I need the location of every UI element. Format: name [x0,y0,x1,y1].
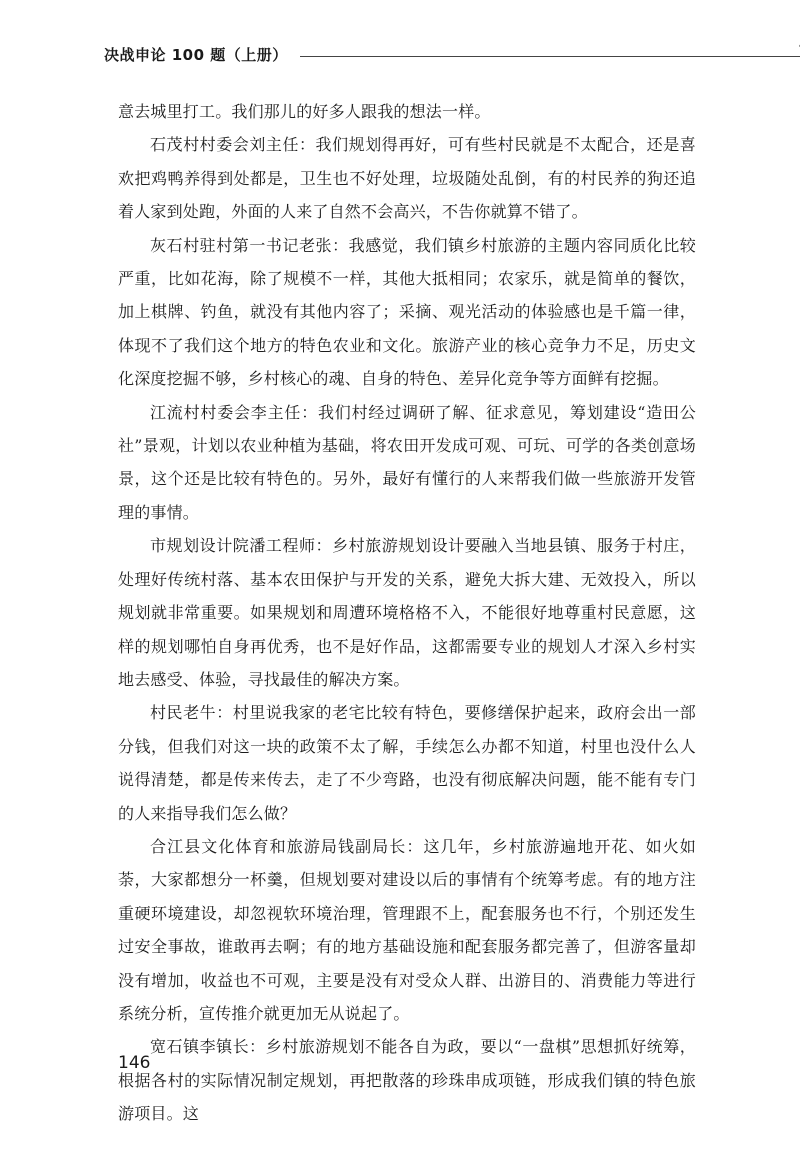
running-header [104,44,724,70]
body-text [118,95,696,1131]
header-rule [300,56,800,57]
paragraph-1: 意去城里打工。我们那儿的好多人跟我的想法一样。 [118,102,491,121]
paragraph-5: 市规划设计院潘工程师：乡村旅游规划设计要融入当地县镇、服务于村庄，处理好传统村落、基本农田保护与开发的关系，避免大拆大建、无效投入，所以规划就非常重要。如果规划和周遭环境格格不入，不能很好地尊重村民意愿，这样的规划哪怕自身再优秀，也不是好作品，这都需要专业的规划人才深入乡村实地去感受、体验，寻找最佳的解决方案。 [118,536,696,689]
paragraph-8: 宽石镇李镇长：乡村旅游规划不能各自为政，要以“一盘棋”思想抓好统筹，根据各村的实际情况制定规划，再把散落的珍珠串成项链，形成我们镇的特色旅游项目。这 [118,1037,696,1124]
paragraph-4: 江流村村委会李主任：我们村经过调研了解、征求意见，筹划建设“造田公社”景观，计划以农业种植为基础，将农田开发成可观、可玩、可学的各类创意场景，这个还是比较有特色的。另外，最好有懂行的人来帮我们做一些旅游开发管理的事情。 [118,402,696,522]
page-number: 146 [118,1053,151,1073]
paragraph-3: 灰石村驻村第一书记老张：我感觉，我们镇乡村旅游的主题内容同质化比较严重，比如花海，除了规模不一样，其他大抵相同；农家乐，就是简单的餐饮，加上棋牌、钓鱼，就没有其他内容了；采摘、观光活动的体验感也是千篇一律，体现不了我们这个地方的特色农业和文化。旅游产业的核心竞争力不足，历史文化深度挖掘不够，乡村核心的魂、自身的特色、差异化竞争等方面鲜有挖掘。 [118,235,696,389]
paragraph-6: 村民老牛：村里说我家的老宅比较有特色，要修缮保护起来，政府会出一部分钱，但我们对这一块的政策不太了解，手续怎么办都不知道，村里也没什么人说得清楚，都是传来传去，走了不少弯路，也没有彻底解决问题，能不能有专门的人来指导我们怎么做？ [118,703,696,823]
paragraph-7: 合江县文化体育和旅游局钱副局长：这几年，乡村旅游遍地开花、如火如荼，大家都想分一杯羹，但规划要对建设以后的事情有个统筹考虑。有的地方注重硬环境建设，却忽视软环境治理，管理跟不上，配套服务也不行，个别还发生过安全事故，谁敢再去啊；有的地方基础设施和配套服务都完善了，但游客量却没有增加，收益也不可观，主要是没有对受众人群、出游目的、消费能力等进行系统分析，宣传推介就更加无从说起了。 [118,836,696,1023]
running-header-title: 决战申论 100 题（上册） [104,46,288,64]
paragraph-2: 石茂村村委会刘主任：我们规划得再好，可有些村民就是不太配合，还是喜欢把鸡鸭养得到处都是，卫生也不好处理，垃圾随处乱倒，有的村民养的狗还追着人家到处跑，外面的人来了自然不会高兴，不告你就算不错了。 [118,135,696,222]
